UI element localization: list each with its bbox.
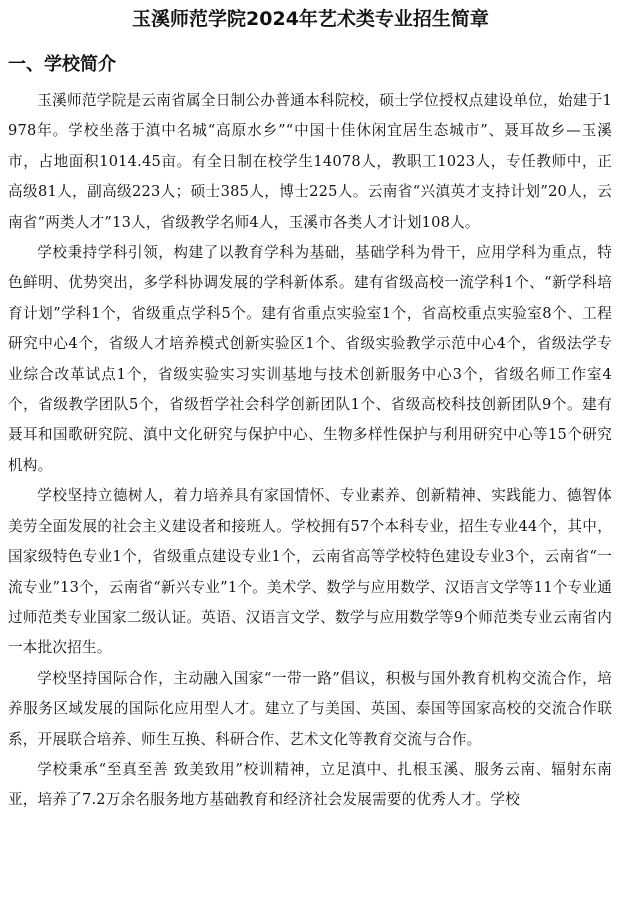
paragraph-motto: 学校秉承“至真至善 致美致用”校训精神，立足滇中、扎根玉溪、服务云南、辐射东南亚，培养了7.2万余名服务地方基础教育和经济社会发展需要的优秀人才。学校 [8,760,612,809]
section-heading-school-intro: 一、学校简介 [8,54,116,75]
paragraph-overview: 玉溪师范学院是云南省属全日制公办普通本科院校，硕士学位授权点建设单位，始建于1978年。学校坐落于滇中名城“高原水乡”“中国十佳休闲宜居生态城市”、聂耳故乡—玉溪市，占地面积1014.45亩。有全日制在校学生14078人，教职工1023人，专任教师中，正高级81人，副高级223人；硕士385人，博士225人。云南省“兴滇英才支持计划”20人，云南省“两类人才”13人，省级教学名师4人，玉溪市各类人才计划108人。 [8,92,612,231]
paragraph-education: 学校坚持立德树人，着力培养具有家国情怀、专业素养、创新精神、实践能力、德智体美劳全面发展的社会主义建设者和接班人。学校拥有57个本科专业，招生专业44个，其中，国家级特色专业1个，省级重点建设专业1个，云南省高等学校特色建设专业3个，云南省“一流专业”13个，云南省“新兴专业”1个。美术学、数学与应用数学、汉语言文学等11个专业通过师范类专业国家二级认证。英语、汉语言文学、数学与应用数学等9个师范类专业云南省内一本批次招生。 [8,487,612,657]
paragraph-disciplines: 学校秉持学科引领，构建了以教育学科为基础，基础学科为骨干，应用学科为重点，特色鲜明、优势突出，多学科协调发展的学科新体系。建有省级高校一流学科1个、“新学科培育计划”学科1个，省级重点学科5个。建有省重点实验室1个，省高校重点实验室8个、工程研究中心4个，省级人才培养模式创新实验区1个、省级实验教学示范中心4个，省级法学专业综合改革试点1个，省级实验实习实训基地与技术创新服务中心3个，省级名师工作室4个，省级教学团队5个，省级哲学社会科学创新团队1个、省级高校科技创新团队9个。建有聂耳和国歌研究院、滇中文化研究与保护中心、生物多样性保护与利用研究中心等15个研究机构。 [8,244,612,474]
document-title: 玉溪师范学院2024年艺术类专业招生简章 [132,8,489,30]
body-text [8,86,612,816]
paragraph-international: 学校坚持国际合作，主动融入国家“一带一路”倡议，积极与国外教育机构交流合作，培养服务区域发展的国际化应用型人才。建立了与美国、英国、泰国等国家高校的交流合作联系，开展联合培养、师生互换、科研合作、艺术文化等教育交流与合作。 [8,669,612,748]
